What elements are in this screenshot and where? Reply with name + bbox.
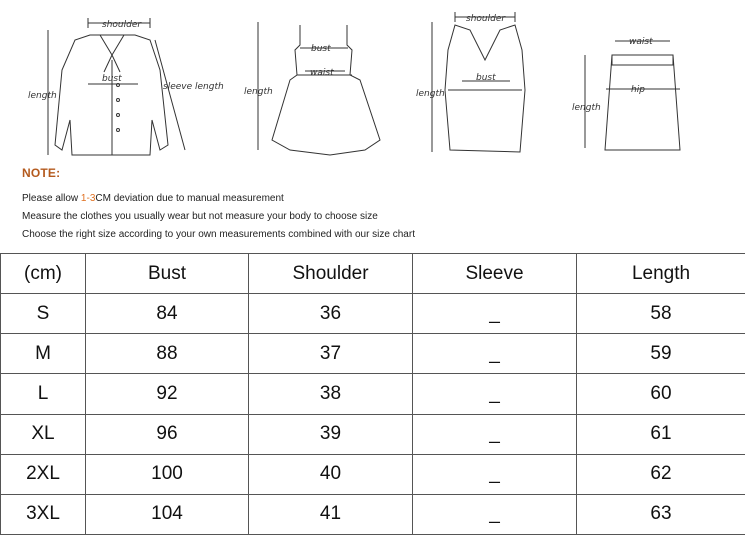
table-cell: 2XL	[1, 454, 86, 494]
shirt-shoulder-label: shoulder	[102, 20, 142, 30]
table-cell: 60	[577, 374, 745, 414]
table-row	[1, 294, 745, 334]
measurement-illustrations	[0, 0, 745, 165]
table-cell: _	[413, 374, 577, 414]
table-header-cell: Shoulder	[249, 254, 413, 294]
table-cell: 104	[86, 494, 249, 534]
table-cell: XL	[1, 414, 86, 454]
table-header-row	[1, 254, 745, 294]
table-cell: 92	[86, 374, 249, 414]
table-cell: S	[1, 294, 86, 334]
table-cell: 36	[249, 294, 413, 334]
note-section	[22, 166, 722, 244]
table-header-cell: Sleeve	[413, 254, 577, 294]
table-header-cell: (cm)	[1, 254, 86, 294]
table-cell: 61	[577, 414, 745, 454]
dress-waist-label: waist	[310, 68, 334, 78]
size-table	[0, 253, 745, 535]
shirt-bust-label: bust	[102, 74, 122, 84]
table-cell: 40	[249, 454, 413, 494]
table-header-cell: Bust	[86, 254, 249, 294]
table-row	[1, 454, 745, 494]
table-cell: 58	[577, 294, 745, 334]
table-row	[1, 414, 745, 454]
table-row	[1, 494, 745, 534]
table-cell: _	[413, 334, 577, 374]
top-shoulder-label: shoulder	[466, 14, 506, 24]
table-row	[1, 334, 745, 374]
dress-bust-label: bust	[311, 44, 331, 54]
table-cell: 63	[577, 494, 745, 534]
table-cell: 96	[86, 414, 249, 454]
table-cell: 39	[249, 414, 413, 454]
table-cell: 38	[249, 374, 413, 414]
table-cell: 3XL	[1, 494, 86, 534]
shirt-sleeve-length-label: sleeve length	[163, 82, 224, 92]
table-cell: 41	[249, 494, 413, 534]
note-line-prefix: Please allow	[22, 193, 81, 204]
table-row	[1, 374, 745, 414]
dress-length-label: length	[244, 87, 273, 97]
note-line-deviation	[22, 190, 722, 208]
table-cell: 88	[86, 334, 249, 374]
table-cell: _	[413, 294, 577, 334]
table-cell: M	[1, 334, 86, 374]
top-length-label: length	[416, 89, 445, 99]
skirt-illustration	[585, 41, 680, 150]
skirt-waist-label: waist	[629, 37, 653, 47]
table-header-cell: Length	[577, 254, 745, 294]
table-cell: 37	[249, 334, 413, 374]
note-line-suffix: CM deviation due to manual measurement	[95, 193, 284, 204]
table-cell: 100	[86, 454, 249, 494]
skirt-length-label: length	[572, 103, 601, 113]
shirt-length-label: length	[28, 91, 57, 101]
table-cell: L	[1, 374, 86, 414]
table-cell: 62	[577, 454, 745, 494]
garment-diagrams	[0, 0, 745, 165]
table-cell: 84	[86, 294, 249, 334]
top-bust-label: bust	[476, 73, 496, 83]
table-cell: _	[413, 414, 577, 454]
note-line-choose: Choose the right size according to your own measurements combined with our size chart	[22, 229, 415, 240]
skirt-hip-label: hip	[631, 85, 645, 95]
note-line-accent: 1-3	[80, 193, 96, 204]
table-cell: _	[413, 494, 577, 534]
note-line-measure: Measure the clothes you usually wear but not measure your body to choose size	[22, 211, 378, 222]
table-cell: 59	[577, 334, 745, 374]
note-title: NOTE:	[22, 166, 61, 180]
table-cell: _	[413, 454, 577, 494]
dress-illustration	[258, 22, 380, 155]
